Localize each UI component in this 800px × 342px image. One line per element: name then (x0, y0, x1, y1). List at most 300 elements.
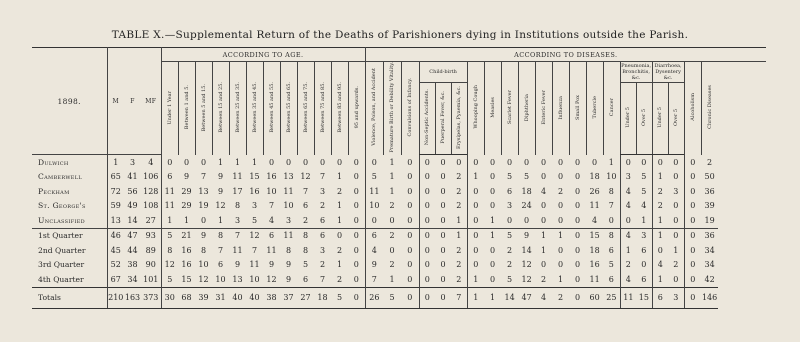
cell: 11 (280, 228, 297, 243)
cell: 2 (336, 245, 343, 255)
age-col-0: Under 1 Year (166, 90, 173, 125)
cell: 7 (451, 287, 467, 308)
cell: 1 (608, 157, 614, 167)
cell: 0 (684, 170, 701, 185)
cell: 9 (285, 260, 292, 270)
mortality-table (32, 47, 766, 309)
cell: 16 (181, 260, 192, 270)
cell: 6 (217, 260, 224, 270)
cell: 0 (331, 228, 348, 243)
cell: 11 (365, 184, 383, 199)
cell: 6 (314, 228, 331, 243)
cell: 7 (608, 201, 614, 211)
cell: 18 (521, 186, 532, 196)
age-col-4: Between 25 and 35. (234, 82, 241, 133)
cell: 0 (507, 157, 513, 167)
cell: 6 (507, 186, 513, 196)
cell: 6 (302, 274, 309, 284)
cell: 0 (490, 186, 496, 196)
cell: 0 (319, 157, 326, 167)
cell: 0 (467, 199, 484, 214)
cell: 1 (490, 215, 496, 225)
cell: 7 (217, 245, 224, 255)
cell: 1 (113, 157, 119, 167)
cell: 13 (198, 186, 209, 196)
cell: 5 (641, 172, 647, 182)
cell: 1 (467, 287, 484, 308)
cell: 108 (141, 199, 161, 214)
group-disease-header: ACCORDING TO DISEASES. (365, 48, 766, 62)
cell: 15 (636, 287, 652, 308)
cell: 0 (435, 287, 451, 308)
cell: 210 (107, 287, 124, 308)
cell: 15 (249, 172, 260, 182)
cell: 5 (501, 228, 518, 243)
cell: 4 (592, 215, 598, 225)
cell: 0 (673, 274, 679, 284)
cell: 10 (606, 172, 617, 182)
cell: 1 (336, 201, 343, 211)
cell: 1 (336, 260, 343, 270)
cell: 2 (389, 260, 395, 270)
cell: 39 (195, 287, 212, 308)
cell: 11 (161, 184, 178, 199)
cell: 19 (704, 215, 715, 225)
cell: 11 (232, 245, 243, 255)
cell: 7 (251, 245, 258, 255)
cell: 59 (110, 201, 121, 211)
cell: 0 (467, 258, 484, 273)
pneumonia-header: Pneumonia, Bronchitis, &c. (621, 62, 652, 81)
cell: 1 (336, 172, 343, 182)
cell: 3 (129, 157, 136, 167)
cell: 0 (592, 157, 598, 167)
cell: 0 (348, 199, 365, 214)
cell: 6 (319, 215, 326, 225)
cell: 7 (319, 274, 326, 284)
table-row (32, 170, 766, 185)
cell: 67 (110, 274, 121, 284)
cell: 0 (467, 155, 484, 170)
cell: 0 (440, 274, 446, 284)
cell: 6 (608, 274, 614, 284)
cell: 1 (484, 287, 501, 308)
cell: 37 (280, 287, 297, 308)
cell: 1 (652, 170, 668, 185)
cell: 0 (673, 215, 679, 225)
cell: 5 (161, 272, 178, 287)
cell: 0 (348, 228, 365, 243)
cell: 0 (302, 157, 309, 167)
cell: 7 (319, 172, 326, 182)
cell: 0 (524, 157, 530, 167)
cell: 1 (652, 213, 668, 228)
disease-col-smallpox: Small Pox (574, 94, 581, 120)
cell: 4 (268, 215, 275, 225)
cell: 2 (456, 245, 462, 255)
cell: 1 (620, 243, 636, 258)
cell: 93 (141, 228, 161, 243)
cell: 47 (124, 228, 141, 243)
cell: 4 (620, 228, 636, 243)
cell: 2 (507, 245, 513, 255)
cell: 1 (389, 186, 395, 196)
cell: 0 (183, 157, 190, 167)
cell: 14 (501, 287, 518, 308)
cell: 0 (348, 258, 365, 273)
row-label: Totals (32, 287, 107, 308)
cell: 9 (518, 228, 535, 243)
childbirth-sub-1: Puerperal Fever, &c. (440, 91, 447, 144)
cell: 2 (336, 186, 343, 196)
cell: 2 (652, 184, 668, 199)
cell: 0 (620, 155, 636, 170)
cell: 0 (541, 172, 547, 182)
cell: 9 (183, 172, 190, 182)
cell: 0 (569, 228, 586, 243)
cell: 101 (141, 272, 161, 287)
cell: 1 (456, 215, 462, 225)
cell: 0 (490, 201, 496, 211)
cell: 0 (569, 287, 586, 308)
cell: 8 (212, 228, 229, 243)
cell: 1 (552, 228, 569, 243)
cell: 5 (251, 215, 258, 225)
cell: 12 (300, 172, 311, 182)
cell: 3 (668, 287, 684, 308)
row-label: Unclassified (32, 213, 107, 228)
cell: 12 (521, 274, 532, 284)
cell: 18 (314, 287, 331, 308)
cell: 373 (141, 287, 161, 308)
cell: 0 (407, 245, 413, 255)
cell: 0 (684, 258, 701, 273)
cell: 0 (673, 201, 679, 211)
cell: 6 (608, 245, 614, 255)
cell: 14 (127, 215, 138, 225)
cell: 0 (407, 215, 413, 225)
cell: 38 (263, 287, 280, 308)
cell: 50 (704, 172, 715, 182)
cell: 0 (456, 157, 462, 167)
cell: 4 (535, 287, 552, 308)
row-label: Peckham (32, 184, 107, 199)
cell: 0 (652, 155, 668, 170)
cell: 1 (535, 228, 552, 243)
cell: 0 (348, 287, 365, 308)
cell: 3 (636, 228, 652, 243)
age-col-1: Between 1 and 5. (183, 85, 190, 130)
cell: 0 (575, 245, 581, 255)
cell: 31 (212, 287, 229, 308)
cell: 0 (673, 157, 679, 167)
cell: 0 (467, 213, 484, 228)
cell: 9 (268, 260, 275, 270)
cell: 3 (319, 186, 326, 196)
cell: 5 (365, 170, 383, 185)
cell: 0 (348, 243, 365, 258)
totals-row (32, 287, 766, 308)
cell: 0 (575, 172, 581, 182)
age-col-5: Between 35 and 45. (251, 82, 258, 133)
cell: 0 (419, 287, 435, 308)
cell: 0 (652, 243, 668, 258)
cell: 4 (141, 155, 161, 170)
childbirth-sub-0: Non-Septic Accidents. (424, 89, 431, 146)
cell: 2 (552, 287, 569, 308)
cell: 3 (673, 186, 679, 196)
cell: 5 (608, 260, 614, 270)
cell: 12 (161, 258, 178, 273)
cell: 6 (641, 245, 647, 255)
cell: 16 (266, 172, 277, 182)
cell: 1 (389, 172, 395, 182)
cell: 16 (249, 186, 260, 196)
cell: 7 (302, 186, 309, 196)
table-row (32, 155, 766, 170)
cell: 8 (161, 243, 178, 258)
cell: 0 (558, 215, 564, 225)
disease-col-premature: Premature Birth or Debility Vitality. (389, 62, 396, 153)
age-col-3: Between 15 and 25. (217, 82, 224, 133)
cell: 0 (419, 213, 435, 228)
cell: 8 (603, 228, 620, 243)
cell: 0 (575, 186, 581, 196)
table-row (32, 272, 766, 287)
cell: 26 (365, 287, 383, 308)
cell: 2 (652, 199, 668, 214)
cell: 0 (401, 228, 419, 243)
cell: 0 (684, 287, 701, 308)
cell: 1 (467, 272, 484, 287)
cell: 0 (407, 172, 413, 182)
cell: 0 (348, 170, 365, 185)
cell: 0 (684, 272, 701, 287)
cell: 9 (234, 260, 241, 270)
cell: 18 (589, 172, 600, 182)
cell: 0 (490, 157, 496, 167)
cell: 24 (521, 201, 532, 211)
cell: 1 (336, 215, 343, 225)
cell: 29 (181, 186, 192, 196)
cell: 12 (246, 228, 263, 243)
cell: 17 (232, 186, 243, 196)
cell: 0 (401, 287, 419, 308)
cell: 2 (389, 201, 395, 211)
cell: 89 (141, 243, 161, 258)
cell: 6 (263, 228, 280, 243)
cell: 39 (704, 201, 715, 211)
cell: 163 (124, 287, 141, 308)
cell: 11 (589, 274, 600, 284)
cell: 0 (389, 245, 395, 255)
cell: 4 (641, 201, 647, 211)
cell: 0 (407, 274, 413, 284)
cell: 0 (440, 215, 446, 225)
cell: 0 (348, 155, 365, 170)
table-body (32, 155, 766, 309)
cell: 27 (297, 287, 314, 308)
cell: 7 (229, 228, 246, 243)
cell: 0 (348, 213, 365, 228)
cell: 1 (652, 228, 668, 243)
cell: 11 (620, 287, 636, 308)
cell: 15 (181, 274, 192, 284)
cell: 11 (589, 201, 600, 211)
cell: 0 (608, 215, 614, 225)
cell: 16 (181, 245, 192, 255)
cell: 0 (558, 157, 564, 167)
cell: 0 (541, 260, 547, 270)
cell: 45 (110, 245, 121, 255)
cell: 21 (178, 228, 195, 243)
cell: 0 (558, 260, 564, 270)
cell: 0 (575, 274, 581, 284)
cell: 2 (673, 260, 679, 270)
cell: 25 (603, 287, 620, 308)
cell: 60 (586, 287, 603, 308)
cell: 1 (161, 213, 178, 228)
cell: 0 (684, 213, 701, 228)
cell: 5 (507, 274, 513, 284)
cell: 34 (704, 260, 715, 270)
cell: 9 (195, 228, 212, 243)
cell: 47 (518, 287, 535, 308)
cell: 0 (285, 157, 292, 167)
cell: 12 (198, 274, 209, 284)
cell: 0 (419, 199, 435, 214)
cell: 38 (127, 260, 138, 270)
cell: 0 (419, 155, 435, 170)
cell: 46 (107, 228, 124, 243)
cell: 65 (110, 172, 121, 182)
cell: 10 (249, 274, 260, 284)
cell: 1 (251, 157, 258, 167)
cell: 2 (456, 260, 462, 270)
cell: 18 (589, 245, 600, 255)
cell: 4 (652, 258, 668, 273)
cell: 3 (620, 170, 636, 185)
cell: 0 (467, 228, 484, 243)
cell: 0 (524, 215, 530, 225)
cell: 0 (541, 201, 547, 211)
cell: 7 (200, 172, 207, 182)
disease-col-whooping: Whooping Cough (472, 85, 479, 130)
cell: 10 (215, 274, 226, 284)
cell: 0 (541, 157, 547, 167)
age-col-11: 95 and upwards. (353, 86, 360, 129)
cell: 36 (701, 228, 718, 243)
cell: 0 (419, 272, 435, 287)
cell: 34 (704, 245, 715, 255)
cell: 10 (198, 260, 209, 270)
childbirth-header: Child-birth (419, 62, 467, 83)
cell: 0 (336, 157, 343, 167)
cell: 128 (141, 184, 161, 199)
cell: 0 (407, 186, 413, 196)
cell: 0 (161, 155, 178, 170)
age-col-9: Between 75 and 85. (319, 82, 326, 133)
cell: 6 (365, 228, 383, 243)
cell: 2 (558, 186, 564, 196)
cell: 2 (319, 260, 326, 270)
cell: 0 (558, 245, 564, 255)
cell: 0 (684, 184, 701, 199)
cell: 7 (268, 201, 275, 211)
cell: 36 (704, 186, 715, 196)
cell: 0 (407, 260, 413, 270)
cell: 1 (641, 215, 647, 225)
cell: 3 (251, 201, 258, 211)
cell: 4 (620, 272, 636, 287)
cell: 146 (701, 287, 718, 308)
diarrhoea-sub-1: Over 5 (673, 108, 680, 126)
cell: 0 (419, 184, 435, 199)
cell: 4 (620, 199, 636, 214)
cell: 0 (490, 260, 496, 270)
cell: 1 (467, 170, 484, 185)
cell: 8 (302, 245, 309, 255)
cell: 0 (575, 215, 581, 225)
cell: 0 (684, 243, 701, 258)
table-row (32, 228, 766, 243)
cell: 68 (178, 287, 195, 308)
cell: 0 (440, 172, 446, 182)
cell: 4 (365, 243, 383, 258)
disease-col-scarlet: Scarlet Fever (506, 90, 513, 125)
row-label: Dulwich (32, 155, 107, 170)
cell: 0 (440, 186, 446, 196)
cell: 0 (268, 157, 275, 167)
cell: 2 (456, 186, 462, 196)
group-age-header: ACCORDING TO AGE. (161, 48, 365, 62)
header-mf: MF (141, 48, 161, 155)
disease-col-diphtheria: Diphtheria (523, 93, 530, 121)
pneumonia-sub-1: Over 5 (641, 108, 648, 126)
cell: 5 (161, 228, 178, 243)
cell: 0 (467, 243, 484, 258)
cell: 10 (266, 186, 277, 196)
header-f: F (124, 48, 141, 155)
cell: 1 (652, 272, 668, 287)
cell: 2 (707, 157, 713, 167)
cell: 1 (389, 274, 395, 284)
cell: 3 (319, 245, 326, 255)
disease-col-influenza: Influenza (557, 95, 564, 120)
cell: 0 (419, 170, 435, 185)
cell: 0 (490, 245, 496, 255)
cell: 5 (507, 172, 513, 182)
cell: 44 (127, 245, 138, 255)
cell: 42 (704, 274, 715, 284)
cell: 8 (234, 201, 241, 211)
cell: 2 (620, 258, 636, 273)
table-row (32, 213, 766, 228)
cell: 7 (365, 272, 383, 287)
cell: 3 (507, 201, 513, 211)
cell: 0 (365, 155, 383, 170)
cell: 0 (348, 272, 365, 287)
cell: 27 (141, 213, 161, 228)
cell: 0 (419, 228, 435, 243)
cell: 8 (297, 228, 314, 243)
cell: 0 (684, 155, 701, 170)
cell: 2 (302, 215, 309, 225)
cell: 11 (161, 199, 178, 214)
disease-col-convulsions: Convulsions of Infancy. (407, 78, 414, 137)
cell: 9 (217, 172, 224, 182)
cell: 0 (419, 243, 435, 258)
